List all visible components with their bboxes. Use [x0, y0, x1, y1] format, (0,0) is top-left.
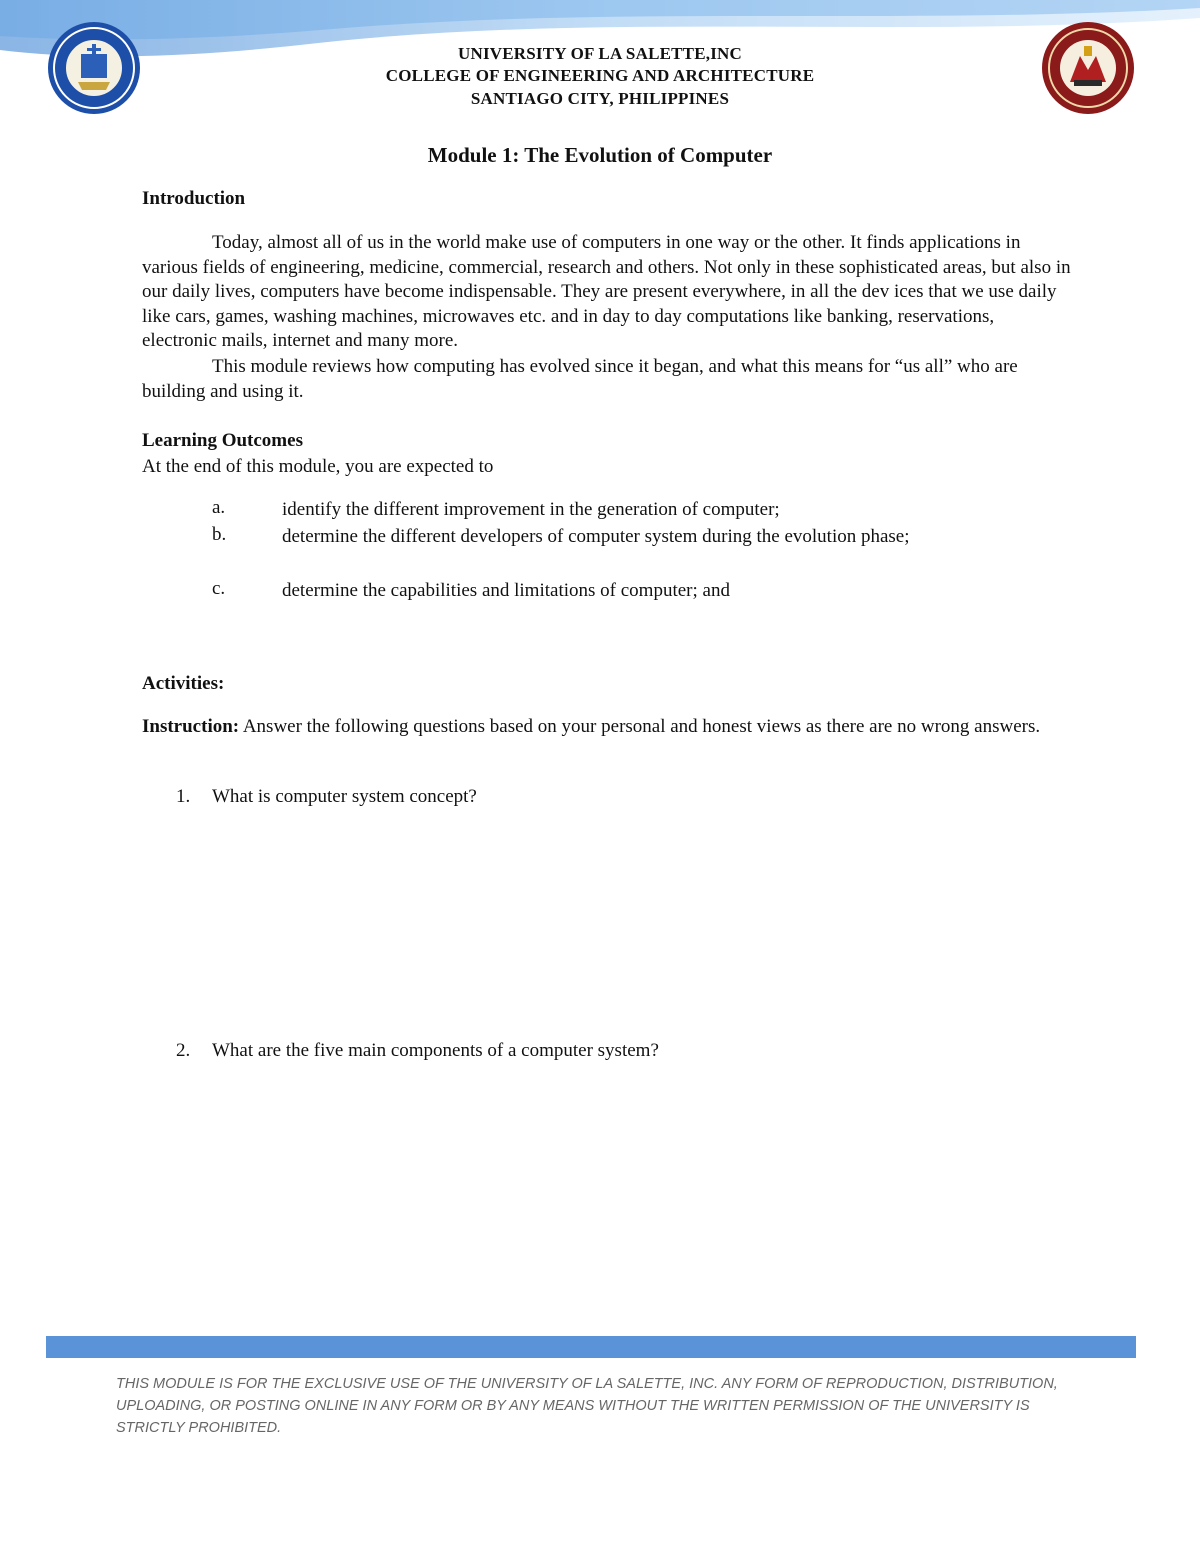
outcome-marker-c: c.	[212, 578, 226, 599]
question-1-text: What is computer system concept?	[212, 786, 477, 807]
question-2-number: 2.	[176, 1040, 191, 1061]
learning-outcomes-lead: At the end of this module, you are expected to	[142, 456, 494, 477]
footer-bar	[46, 1336, 1136, 1358]
question-1-number: 1.	[176, 786, 191, 807]
college-name: COLLEGE OF ENGINEERING AND ARCHITECTURE	[385, 66, 815, 85]
introduction-heading: Introduction	[142, 188, 246, 209]
outcome-item-c: determine the capabilities and limitations of computer; and	[282, 580, 730, 601]
university-location: SANTIAGO CITY, PHILIPPINES	[470, 89, 730, 108]
outcome-item-a: identify the different improvement in the generation of computer;	[282, 499, 780, 520]
instruction-label: Instruction:	[142, 716, 240, 737]
question-2-text: What are the five main components of a computer system?	[212, 1040, 659, 1061]
introduction-paragraph-2: This module reviews how computing has evolved since it began, and what this means for “us all” who are building and using it.	[142, 356, 1018, 402]
copyright-notice: THIS MODULE IS FOR THE EXCLUSIVE USE OF THE UNIVERSITY OF LA SALETTE, INC. ANY FORM OF REPRODUCTION, DISTRIBUTION, UPLOADING, OR POSTING ONLINE IN ANY FORM OR BY ANY MEANS WITHOUT THE WRITTEN PERMISSION OF THE UNIVERSITY IS STRICTLY PROHIBITED.	[116, 1376, 1058, 1436]
activities-heading: Activities:	[142, 673, 225, 694]
outcome-item-b: determine the different developers of computer system during the evolution phase;	[282, 526, 910, 547]
module-title: Module 1: The Evolution of Computer	[427, 143, 773, 167]
activities-instruction	[142, 715, 1072, 740]
outcome-marker-b: b.	[212, 524, 227, 545]
instruction-text: Answer the following questions based on your personal and honest views as there are no wrong answers.	[239, 716, 1041, 737]
learning-outcomes-heading: Learning Outcomes	[142, 430, 303, 451]
outcome-marker-a: a.	[212, 497, 226, 518]
university-name: UNIVERSITY OF LA SALETTE,INC	[458, 44, 742, 63]
introduction-paragraph-1: Today, almost all of us in the world make use of computers in one way or the other. It finds applications in various fields of engineering, medicine, commercial, research and others. Not only in these sophisticated areas, but also in our daily lives, computers have become indispensable. They are present everywhere, in all the dev ices that we use daily like cars, games, washing machines, microwaves etc. and in day to day computations like banking, reservations, electronic mails, internet and many more.	[142, 232, 1071, 352]
